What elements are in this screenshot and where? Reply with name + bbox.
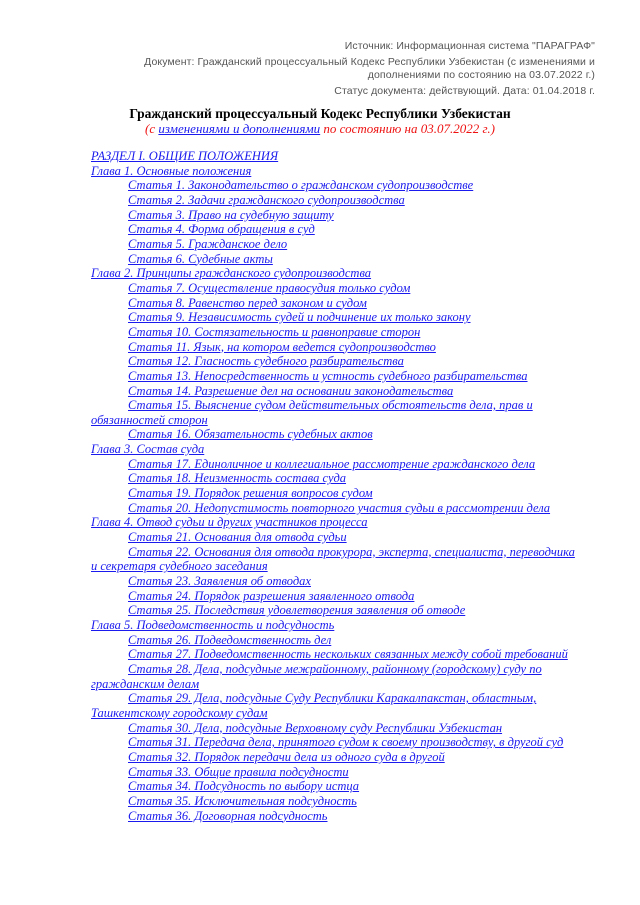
toc-article-link[interactable]: Статья 14. Разрешение дел на основании законодательства: [128, 383, 454, 398]
toc-article-link[interactable]: Статья 19. Порядок решения вопросов судом: [128, 486, 373, 501]
toc-chapter-link[interactable]: Глава 2. Принципы гражданского судопроизводства: [91, 266, 372, 281]
toc-article-link[interactable]: Статья 25. Последствия удовлетворения заявления об отводе: [128, 603, 466, 618]
toc-article-link[interactable]: Статья 29. Дела, подсудные Суду Республики Каракалпакстан, областным, Ташкентскому городскому судам: [91, 691, 537, 720]
toc-chapter-link[interactable]: Глава 4. Отвод судьи и других участников процесса: [91, 515, 368, 530]
toc-section-link[interactable]: РАЗДЕЛ I. ОБЩИЕ ПОЛОЖЕНИЯ: [91, 149, 279, 163]
toc-article-link[interactable]: Статья 31. Передача дела, принятого судом к своему производству, в другой суд: [128, 735, 564, 750]
toc-article-link[interactable]: Статья 8. Равенство перед законом и судом: [128, 295, 367, 310]
amendments-link[interactable]: изменениями и дополнениями: [158, 121, 321, 136]
toc-article-link[interactable]: Статья 13. Непосредственность и устность судебного разбирательства: [128, 368, 528, 383]
toc-article-link[interactable]: Статья 18. Неизменность состава суда: [128, 471, 347, 486]
toc-article-link[interactable]: Статья 6. Судебные акты: [128, 251, 273, 266]
toc-article-link[interactable]: Статья 17. Единоличное и коллегиальное рассмотрение гражданского дела: [128, 456, 536, 471]
document-subtitle: [0, 121, 640, 137]
toc-article-link[interactable]: Статья 5. Гражданское дело: [128, 236, 288, 251]
document-line: Документ: Гражданский процессуальный Кодекс Республики Узбекистан (с изменениями и дополнениями по состоянию на 03.07.2022 г.): [144, 56, 595, 81]
toc-article-link[interactable]: Статья 7. Осуществление правосудия только судом: [128, 280, 411, 295]
toc-article-link[interactable]: Статья 10. Состязательность и равноправие сторон: [128, 324, 421, 339]
toc-chapter-link[interactable]: Глава 1. Основные положения: [91, 163, 252, 178]
toc-article-link[interactable]: Статья 15. Выяснение судом действительных обстоятельств дела, прав и обязанностей сторон: [91, 398, 533, 427]
toc-article-link[interactable]: Статья 27. Подведомственность нескольких связанных между собой требований: [128, 647, 568, 662]
toc-article-link[interactable]: Статья 20. Недопустимость повторного участия судьи в рассмотрении дела: [128, 500, 551, 515]
toc-chapter-link[interactable]: Глава 5. Подведомственность и подсудность: [91, 618, 335, 632]
toc-article-link[interactable]: Статья 24. Порядок разрешения заявленного отвода: [128, 588, 415, 603]
toc-chapter-link[interactable]: Глава 3. Состав суда: [91, 442, 205, 457]
toc-article-link[interactable]: Статья 3. Право на судебную защиту: [128, 207, 334, 222]
toc-article-link[interactable]: Статья 32. Порядок передачи дела из одного суда в другой: [128, 749, 445, 764]
document-title: Гражданский процессуальный Кодекс Республики Узбекистан: [129, 106, 511, 121]
toc-article-link[interactable]: Статья 12. Гласность судебного разбирательства: [128, 354, 404, 369]
toc-article-link[interactable]: Статья 16. Обязательность судебных актов: [128, 427, 373, 442]
toc-article-link[interactable]: Статья 2. Задачи гражданского судопроизводства: [128, 192, 405, 207]
toc-article-link[interactable]: Статья 22. Основания для отвода прокурора, эксперта, специалиста, переводчика и секретаря судебного заседания: [91, 544, 575, 574]
toc-article-link[interactable]: Статья 4. Форма обращения в суд: [128, 222, 315, 237]
toc-article-link[interactable]: Статья 11. Язык, на котором ведется судопроизводство: [128, 339, 436, 354]
toc-article-link[interactable]: Статья 35. Исключительная подсудность: [128, 793, 357, 808]
source-line: Источник: Информационная система "ПАРАГРАФ": [344, 40, 595, 52]
toc-article-link[interactable]: Статья 9. Независимость судей и подчинение их только закону: [128, 310, 471, 325]
toc-article-link[interactable]: Статья 36. Договорная подсудность: [128, 808, 328, 823]
toc-article-link[interactable]: Статья 28. Дела, подсудные межрайонному, районному (городскому) суду по гражданским делам: [91, 661, 542, 691]
subtitle-prefix: (с: [145, 121, 159, 136]
toc-article-link[interactable]: Статья 33. Общие правила подсудности: [128, 764, 349, 779]
subtitle-suffix: по состоянию на 03.07.2022 г.): [320, 121, 495, 136]
toc-article-link[interactable]: Статья 26. Подведомственность дел: [128, 632, 332, 647]
toc-article-link[interactable]: Статья 23. Заявления об отводах: [128, 574, 311, 589]
toc-article-link[interactable]: Статья 34. Подсудность по выбору истца: [128, 779, 360, 794]
toc-article-link[interactable]: Статья 21. Основания для отвода судьи: [128, 530, 347, 545]
toc-article-link[interactable]: Статья 1. Законодательство о гражданском судопроизводстве: [128, 178, 474, 193]
status-line: Статус документа: действующий. Дата: 01.04.2018 г.: [334, 85, 595, 97]
toc-article-link[interactable]: Статья 30. Дела, подсудные Верховному суду Республики Узбекистан: [128, 720, 503, 735]
table-of-contents: [91, 149, 581, 823]
